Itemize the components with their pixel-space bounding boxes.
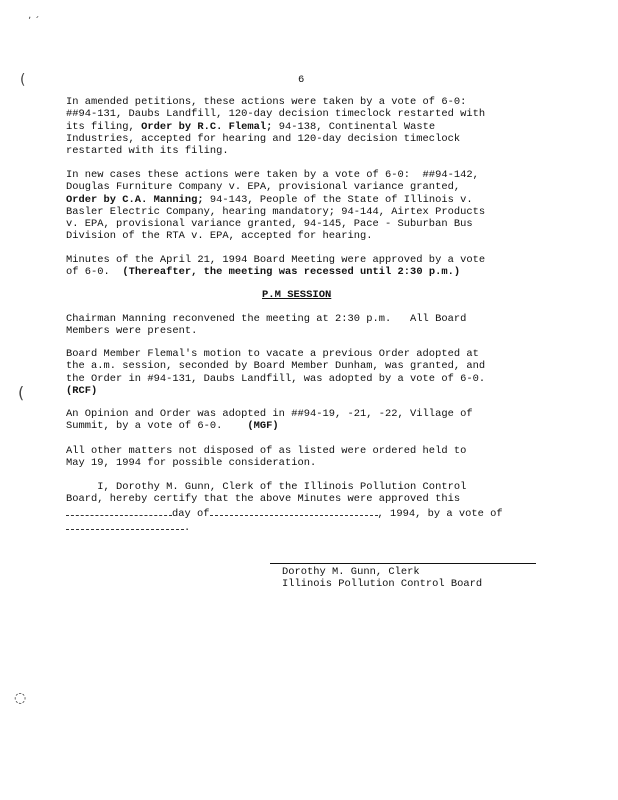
scan-speck: ʼ ˊ: [28, 16, 40, 27]
text-line: .: [184, 521, 191, 534]
text-line: I, Dorothy M. Gunn, Clerk of the Illinois Pollution Control: [66, 481, 467, 493]
paragraph-flemal-motion: [66, 348, 546, 397]
scan-stamp: ◌: [14, 690, 27, 706]
page-number: 6: [298, 74, 305, 86]
month-blank: [210, 506, 378, 516]
text-line: 94-138, Continental Waste: [272, 120, 436, 133]
vote-blank: [66, 520, 184, 530]
text-line: Douglas Furniture Company v. EPA, provisional variance granted,: [66, 181, 461, 194]
text-line: Division of the RTA v. EPA, accepted for hearing.: [66, 230, 373, 243]
text-line: Board Member Flemal's motion to vacate a previous Order adopted at: [66, 348, 479, 360]
order-by-flemal: Order by R.C. Flemal;: [141, 120, 273, 133]
order-by-manning: Order by C.A. Manning;: [66, 193, 204, 206]
text-line: Board, hereby certify that the above Minutes were approved this: [66, 493, 461, 506]
text-line: v. EPA, provisional variance granted, 94-145, Pace - Suburban Bus: [66, 218, 473, 231]
text-line: restarted with its filing.: [66, 145, 229, 158]
text-line: In new cases these actions were taken by a vote of 6-0: ##94-142,: [66, 169, 479, 181]
paragraph-new-cases: [66, 169, 546, 243]
text-line: 94-143, People of the State of Illinois v.: [203, 193, 473, 206]
text-line: , 1994, by a vote of: [377, 507, 503, 520]
text-line: May 19, 1994 for possible consideration.: [66, 457, 317, 470]
text-line: ##94-131, Daubs Landfill, 120-day decision timeclock restarted with: [66, 108, 486, 121]
text-line: An Opinion and Order was adopted in ##94-19, -21, -22, Village of: [66, 408, 473, 420]
paragraph-minutes-approval: [66, 254, 546, 279]
text-line: Basler Electric Company, hearing mandatory; 94-144, Airtex Products: [66, 205, 486, 218]
initials-mgf: (MGF): [247, 420, 279, 433]
scan-mark: (: [20, 72, 26, 88]
text-line: of 6-0.: [66, 266, 123, 279]
signature-block: [282, 566, 542, 591]
text-line: All other matters not disposed of as listed were ordered held to: [66, 445, 467, 457]
day-blank: [66, 506, 172, 516]
text-line: Industries, accepted for hearing and 120-day decision timeclock: [66, 132, 461, 145]
clerk-name: Dorothy M. Gunn, Clerk: [282, 566, 420, 578]
recess-note: (Thereafter, the meeting was recessed until 2:30 p.m.): [122, 266, 461, 279]
text-line: Chairman Manning reconvened the meeting at 2:30 p.m. All Board: [66, 313, 467, 325]
paragraph-opinion-order: [66, 408, 546, 433]
initials-rcf: (RCF): [66, 384, 98, 397]
text-line: Summit, by a vote of 6-0.: [66, 420, 248, 433]
text-line: the Order in #94-131, Daubs Landfill, was adopted by a vote of 6-0.: [66, 372, 486, 385]
text-line: Minutes of the April 21, 1994 Board Meeting were approved by a vote: [66, 254, 486, 266]
scan-mark: (: [18, 383, 25, 402]
text-line: the a.m. session, seconded by Board Member Dunham, was granted, and: [66, 360, 486, 373]
text-line: its filing,: [66, 120, 142, 133]
paragraph-held-matters: [66, 445, 546, 470]
paragraph-certification: [66, 481, 546, 534]
paragraph-amended-petitions: [66, 96, 546, 157]
text-line: In amended petitions, these actions were taken by a vote of 6-0:: [66, 96, 467, 108]
text-line: Members were present.: [66, 325, 198, 338]
section-heading-pm-session: P.M SESSION: [262, 289, 332, 301]
clerk-organization: Illinois Pollution Control Board: [282, 578, 483, 591]
text-line: day of: [172, 507, 210, 520]
paragraph-reconvened: [66, 313, 546, 338]
signature-line: [270, 563, 536, 564]
